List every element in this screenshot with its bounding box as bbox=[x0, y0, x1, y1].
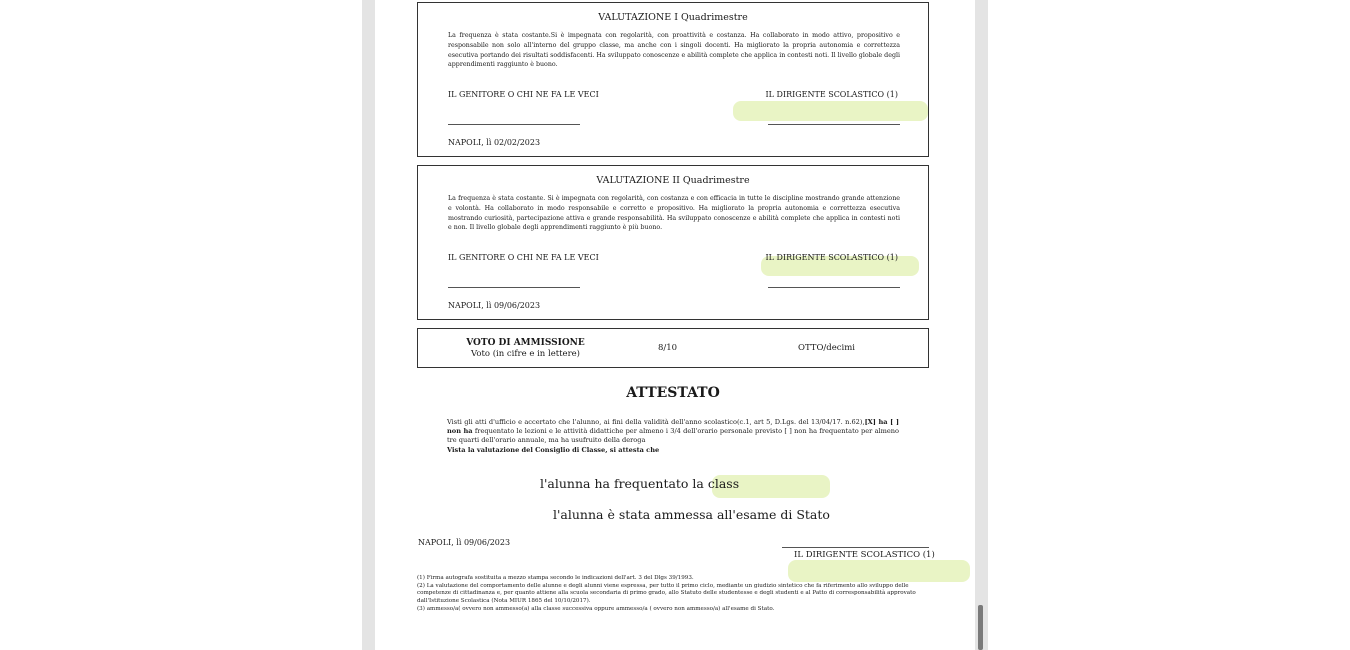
genitore-label: IL GENITORE O CHI NE FA LE VECI bbox=[448, 90, 599, 99]
valutazione-q1-date: NAPOLI, lì 02/02/2023 bbox=[448, 138, 541, 147]
footnote-2: (2) La valutazione del comportamento delle alunne e degli alunni viene espressa, per tutto il primo ciclo, mediante un giudizio sintetico che fa riferimento allo sviluppo delle competenze di cittadinanza e, per quanto attiene alla scuola secondaria di primo grado, allo Statuto delle studentesse e degli studenti e al Patto di corresponsabilità approvato dall'Istituzione Scolastica (Nota MIUR 1865 del 10/10/2017). bbox=[417, 582, 916, 605]
genitore-signature-line bbox=[448, 287, 580, 288]
footnote-1: (1) Firma autografa sostituita a mezzo stampa secondo le indicazioni dell'art. 3 del Dlgs 39/1993. bbox=[417, 575, 694, 581]
valutazione-q2-box bbox=[417, 165, 929, 320]
valutazione-q2-date: NAPOLI, lì 09/06/2023 bbox=[448, 301, 541, 310]
voto-ammissione-sublabel: Voto (in cifre e in lettere) bbox=[471, 349, 580, 359]
voto-number: 8/10 bbox=[658, 343, 678, 353]
attestato-frequenza-line: l'alunna ha frequentato la class bbox=[540, 476, 740, 491]
voto-ammissione-box bbox=[417, 328, 929, 368]
valutazione-q2-title: VALUTAZIONE II Quadrimestre bbox=[596, 175, 750, 186]
footnote-3: (3) ammesso/a( ovvero non ammesso(a) alla classe successiva oppure ammesso/a ( ovvero non ammesso/a) all'esame di Stato. bbox=[417, 605, 775, 612]
dirigente-signature-line bbox=[782, 547, 929, 548]
genitore-label: IL GENITORE O CHI NE FA LE VECI bbox=[448, 253, 599, 262]
valutazione-q1-title: VALUTAZIONE I Quadrimestre bbox=[598, 12, 748, 23]
genitore-signature-line bbox=[448, 124, 580, 125]
attestato-p1: Visti gli atti d'ufficio e accertato che l'alunno, ai fini della validità dell'anno scolastico(c.1, art 5, D.Lgs. del 13/04/17. n.62), bbox=[447, 418, 865, 426]
attestato-p2: Vista la valutazione del Consiglio di Classe, si attesta che bbox=[447, 445, 660, 454]
footnotes bbox=[417, 575, 929, 614]
voto-ammissione-label: VOTO DI AMMISSIONE bbox=[466, 338, 585, 348]
attestato-date: NAPOLI, lì 09/06/2023 bbox=[418, 538, 511, 547]
valutazione-q2-text: La frequenza è stata costante. Si è impegnata con regolarità, con costanza e con efficacia in tutte le discipline mostrando grande attenzione e volontà. Ha collaborato in modo responsabile e corretto e propositivo. Ha migliorato la propria autonomia e correttezza esecutiva mostrando curiosità, partecipazione attiva e grande responsabilità. Ha sviluppato conoscenze e abilità complete che applica in contesti noti e non. Il livello globale degli apprendimenti raggiunto è più buono. bbox=[448, 195, 900, 232]
dirigente-label: IL DIRIGENTE SCOLASTICO (1) bbox=[765, 253, 898, 262]
highlight-mark bbox=[733, 101, 928, 121]
attestato-paragraph bbox=[447, 418, 899, 455]
scrollbar-thumb[interactable] bbox=[978, 605, 983, 650]
dirigente-signature-line bbox=[768, 124, 900, 125]
voto-words: OTTO/decimi bbox=[798, 343, 856, 353]
valutazione-q1-box bbox=[417, 2, 929, 157]
attestato-ammissione-line: l'alunna è stata ammessa all'esame di Stato bbox=[553, 507, 830, 522]
attestato-title: ATTESTATO bbox=[626, 385, 720, 401]
attestato-dirigente-label: IL DIRIGENTE SCOLASTICO (1) bbox=[794, 550, 935, 560]
attestato-p1-bold: [X] ha [ ] non ha bbox=[447, 418, 899, 436]
dirigente-signature-line bbox=[768, 287, 900, 288]
dirigente-label: IL DIRIGENTE SCOLASTICO (1) bbox=[765, 90, 898, 99]
attestato-p1-rest: frequentato le lezioni e le attività didattiche per almeno i 3/4 dell'orario personale previsto [ ] non ha frequentato per almeno tre quarti dell'orario annuale, ma ha usufruito della deroga bbox=[447, 427, 899, 445]
valutazione-q1-text: La frequenza è stata costante.Si è impegnata con regolarità, con proattività e costanza. Ha collaborato in modo attivo, propositivo e responsabile non solo all'interno del gruppo classe, ma anche con i singoli docenti. Ha migliorato la propria autonomia e correttezza esecutiva portando dei risultati soddisfacenti. Ha sviluppato conoscenze e abilità complete che applica in contesti noti. Il livello globale degli apprendimenti raggiunto è buono. bbox=[448, 32, 900, 69]
